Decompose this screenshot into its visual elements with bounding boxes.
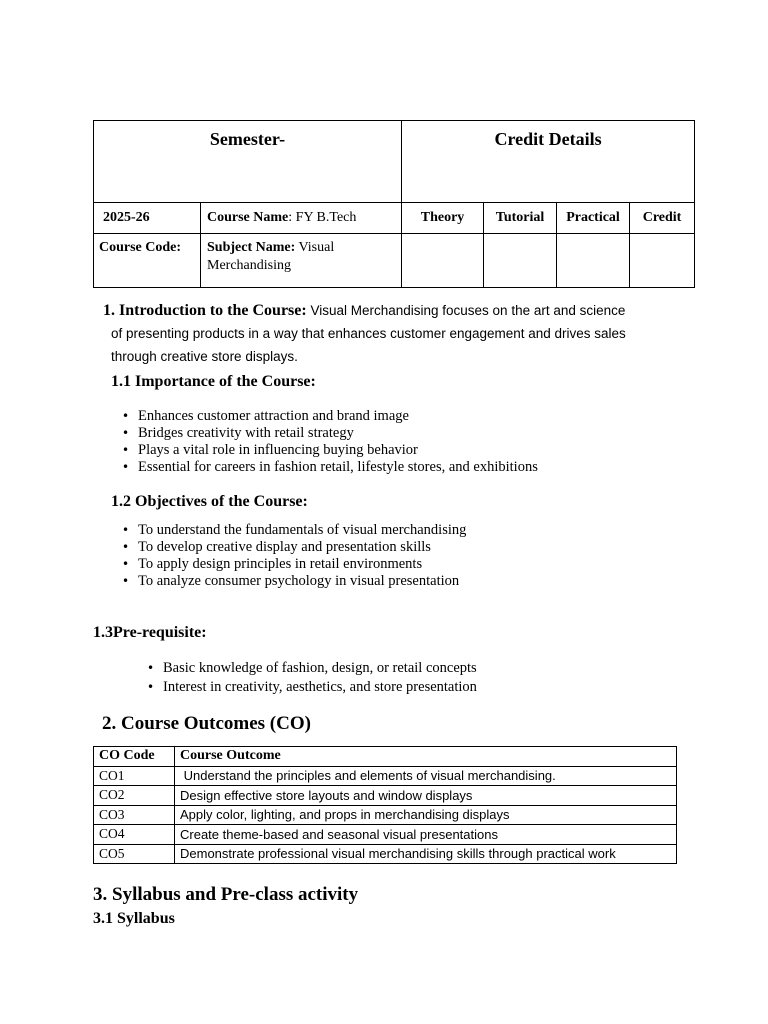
table-header-row xyxy=(94,747,677,767)
co-code-cell: CO2 xyxy=(94,786,175,806)
course-code-label: Course Code: xyxy=(94,234,201,288)
intro-text-line2: of presenting products in a way that enhances customer engagement and drives sales xyxy=(111,326,626,341)
practical-value-cell xyxy=(557,234,630,288)
course-name-value: : FY B.Tech xyxy=(288,210,357,225)
credit-label: Credit xyxy=(630,203,695,234)
list-item: • Interest in creativity, aesthetics, and store presentation xyxy=(163,678,477,697)
prereq-title: Pre-requisite: xyxy=(113,624,207,641)
tutorial-label: Tutorial xyxy=(484,203,557,234)
course-outcomes-table xyxy=(93,746,677,864)
co-outcome-cell: Understand the principles and elements of visual merchandising. xyxy=(175,766,677,786)
list-item: • Plays a vital role in influencing buying behavior xyxy=(138,442,538,459)
prereq-number: 1.3 xyxy=(93,624,113,641)
co-outcome-cell: Apply color, lighting, and props in merchandising displays xyxy=(175,805,677,825)
credit-value-cell xyxy=(630,234,695,288)
course-header-table xyxy=(93,120,695,288)
objectives-heading: 1.2 Objectives of the Course: xyxy=(111,493,308,510)
intro-text-line3: through creative store displays. xyxy=(111,349,298,364)
list-item: • Essential for careers in fashion retail, lifestyle stores, and exhibitions xyxy=(138,459,538,476)
course-name-cell xyxy=(201,203,402,234)
co-outcome-cell: Design effective store layouts and window displays xyxy=(175,786,677,806)
co-code-cell: CO1 xyxy=(94,766,175,786)
list-item: • Bridges creativity with retail strategy xyxy=(138,425,538,442)
outcomes-heading: 2. Course Outcomes (CO) xyxy=(102,713,311,734)
co-code-header: CO Code xyxy=(94,747,175,767)
importance-heading: 1.1 Importance of the Course: xyxy=(111,373,316,390)
co-code-cell: CO5 xyxy=(94,844,175,864)
list-item: • To analyze consumer psychology in visual presentation xyxy=(138,573,466,590)
theory-label: Theory xyxy=(402,203,484,234)
semester-label: Semester- xyxy=(94,121,402,203)
course-outcome-header: Course Outcome xyxy=(175,747,677,767)
practical-label: Practical xyxy=(557,203,630,234)
course-name-label: Course Name xyxy=(207,210,289,225)
list-item: • Basic knowledge of fashion, design, or retail concepts xyxy=(163,659,477,678)
intro-heading: 1. Introduction to the Course: xyxy=(103,302,307,319)
table-row xyxy=(94,825,677,845)
list-item: • To understand the fundamentals of visual merchandising xyxy=(138,522,466,539)
credit-details-label: Credit Details xyxy=(402,121,695,203)
subject-name-cell xyxy=(201,234,402,288)
co-outcome-cell: Demonstrate professional visual merchandising skills through practical work xyxy=(175,844,677,864)
academic-year: 2025-26 xyxy=(94,203,201,234)
syllabus-heading: 3. Syllabus and Pre-class activity xyxy=(93,884,359,905)
importance-list xyxy=(138,408,538,476)
co-code-cell: CO3 xyxy=(94,805,175,825)
list-item: • To develop creative display and presentation skills xyxy=(138,539,466,556)
table-row xyxy=(94,844,677,864)
table-row xyxy=(94,786,677,806)
table-row xyxy=(94,766,677,786)
co-outcome-cell: Create theme-based and seasonal visual presentations xyxy=(175,825,677,845)
syllabus-subheading: 3.1 Syllabus xyxy=(93,910,175,927)
subject-name-label: Subject Name: xyxy=(207,240,296,255)
tutorial-value-cell xyxy=(484,234,557,288)
intro-first-line xyxy=(103,299,625,322)
co-code-cell: CO4 xyxy=(94,825,175,845)
table-row xyxy=(94,805,677,825)
subject-name-value: Visual Merchandising xyxy=(207,240,335,273)
prereq-heading xyxy=(93,624,207,642)
theory-value-cell xyxy=(402,234,484,288)
intro-text-line1: Visual Merchandising focuses on the art and science xyxy=(306,303,626,318)
objectives-list xyxy=(138,522,466,590)
list-item: • To apply design principles in retail environments xyxy=(138,556,466,573)
list-item: • Enhances customer attraction and brand image xyxy=(138,408,538,425)
prereq-list xyxy=(163,659,477,697)
